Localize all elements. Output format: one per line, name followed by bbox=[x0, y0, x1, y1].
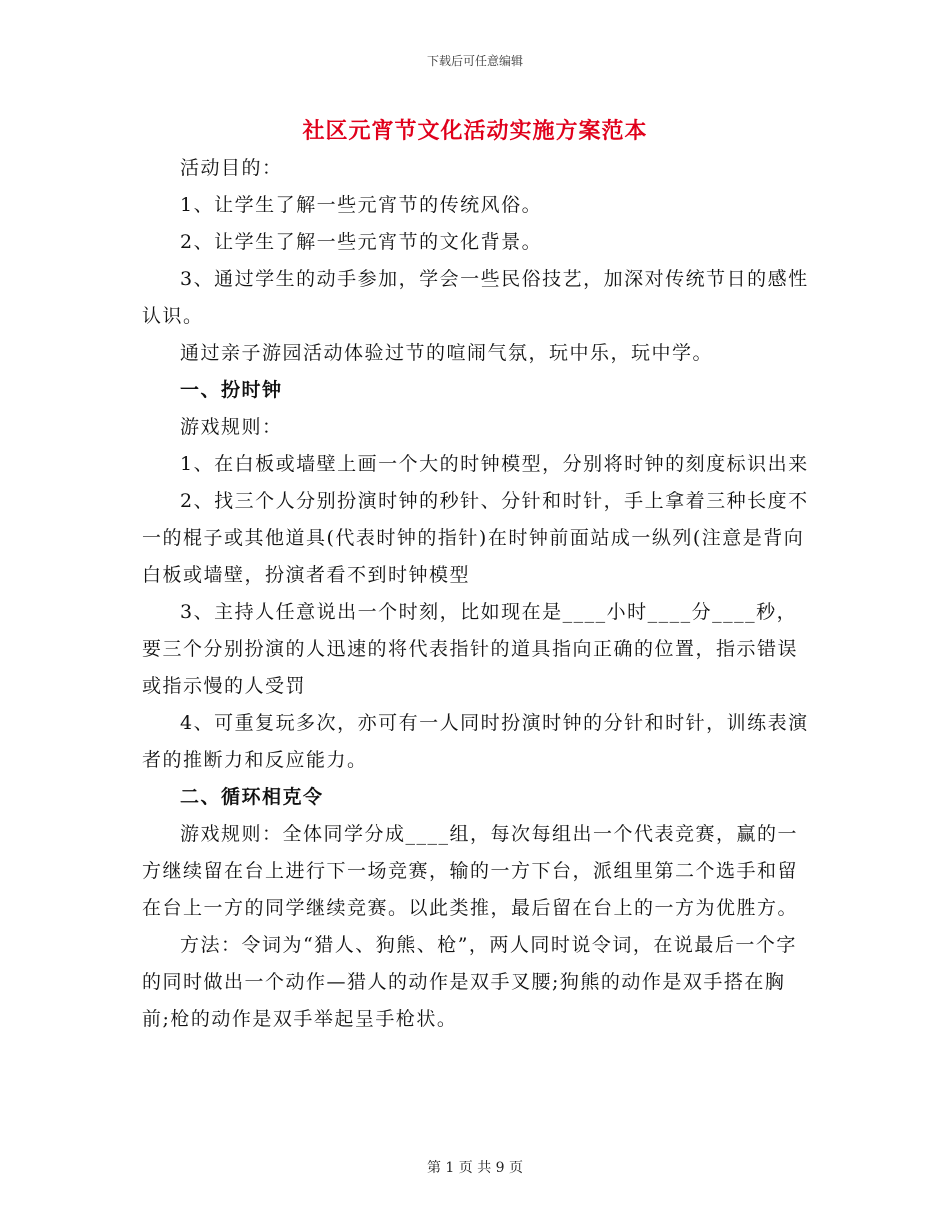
paragraph: 3、通过学生的动手参加，学会一些民俗技艺，加深对传统节日的感性认识。 bbox=[142, 268, 809, 327]
section-heading: 二、循环相克令 bbox=[180, 786, 324, 808]
paragraph: 游戏规则： bbox=[180, 416, 283, 438]
paragraph: 2、让学生了解一些元宵节的文化背景。 bbox=[180, 231, 543, 253]
section-heading: 一、扮时钟 bbox=[180, 379, 283, 401]
paragraph: 2、找三个人分别扮演时钟的秒针、分针和时针，手上拿着三种长度不一的棍子或其他道具(代表时钟的指针)在时钟前面站成一纵列(注意是背向白板或墙壁，扮演者看不到时钟模型 bbox=[142, 490, 809, 586]
page-footer: 第 1 页 共 9 页 bbox=[426, 1160, 524, 1176]
paragraph: 4、可重复玩多次，亦可有一人同时扮演时钟的分针和时针，训练表演者的推断力和反应能力。 bbox=[142, 712, 809, 771]
document-title: 社区元宵节文化活动实施方案范本 bbox=[302, 118, 648, 144]
paragraph: 方法：令词为“猎人、狗熊、枪”，两人同时说令词，在说最后一个字的同时做出一个动作—猎人的动作是双手叉腰;狗熊的动作是双手搭在胸前;枪的动作是双手举起呈手枪状。 bbox=[142, 934, 797, 1030]
paragraph: 1、让学生了解一些元宵节的传统风俗。 bbox=[180, 194, 543, 216]
document-body bbox=[142, 150, 812, 1038]
paragraph: 3、主持人任意说出一个时刻，比如现在是____小时____分____秒，要三个分别扮演的人迅速的将代表指针的道具指向正确的位置，指示错误或指示慢的人受罚 bbox=[142, 601, 799, 697]
paragraph: 1、在白板或墙壁上画一个大的时钟模型，分别将时钟的刻度标识出来 bbox=[180, 453, 809, 475]
header-note: 下载后可任意编辑 bbox=[426, 54, 523, 68]
paragraph: 游戏规则：全体同学分成____组，每次每组出一个代表竞赛，赢的一方继续留在台上进行下一场竞赛，输的一方下台，派组里第二个选手和留在台上一方的同学继续竞赛。以此类推，最后留在台上的一方为优胜方。 bbox=[142, 823, 799, 919]
paragraph: 活动目的： bbox=[180, 157, 283, 179]
paragraph: 通过亲子游园活动体验过节的喧闹气氛，玩中乐，玩中学。 bbox=[180, 342, 714, 364]
